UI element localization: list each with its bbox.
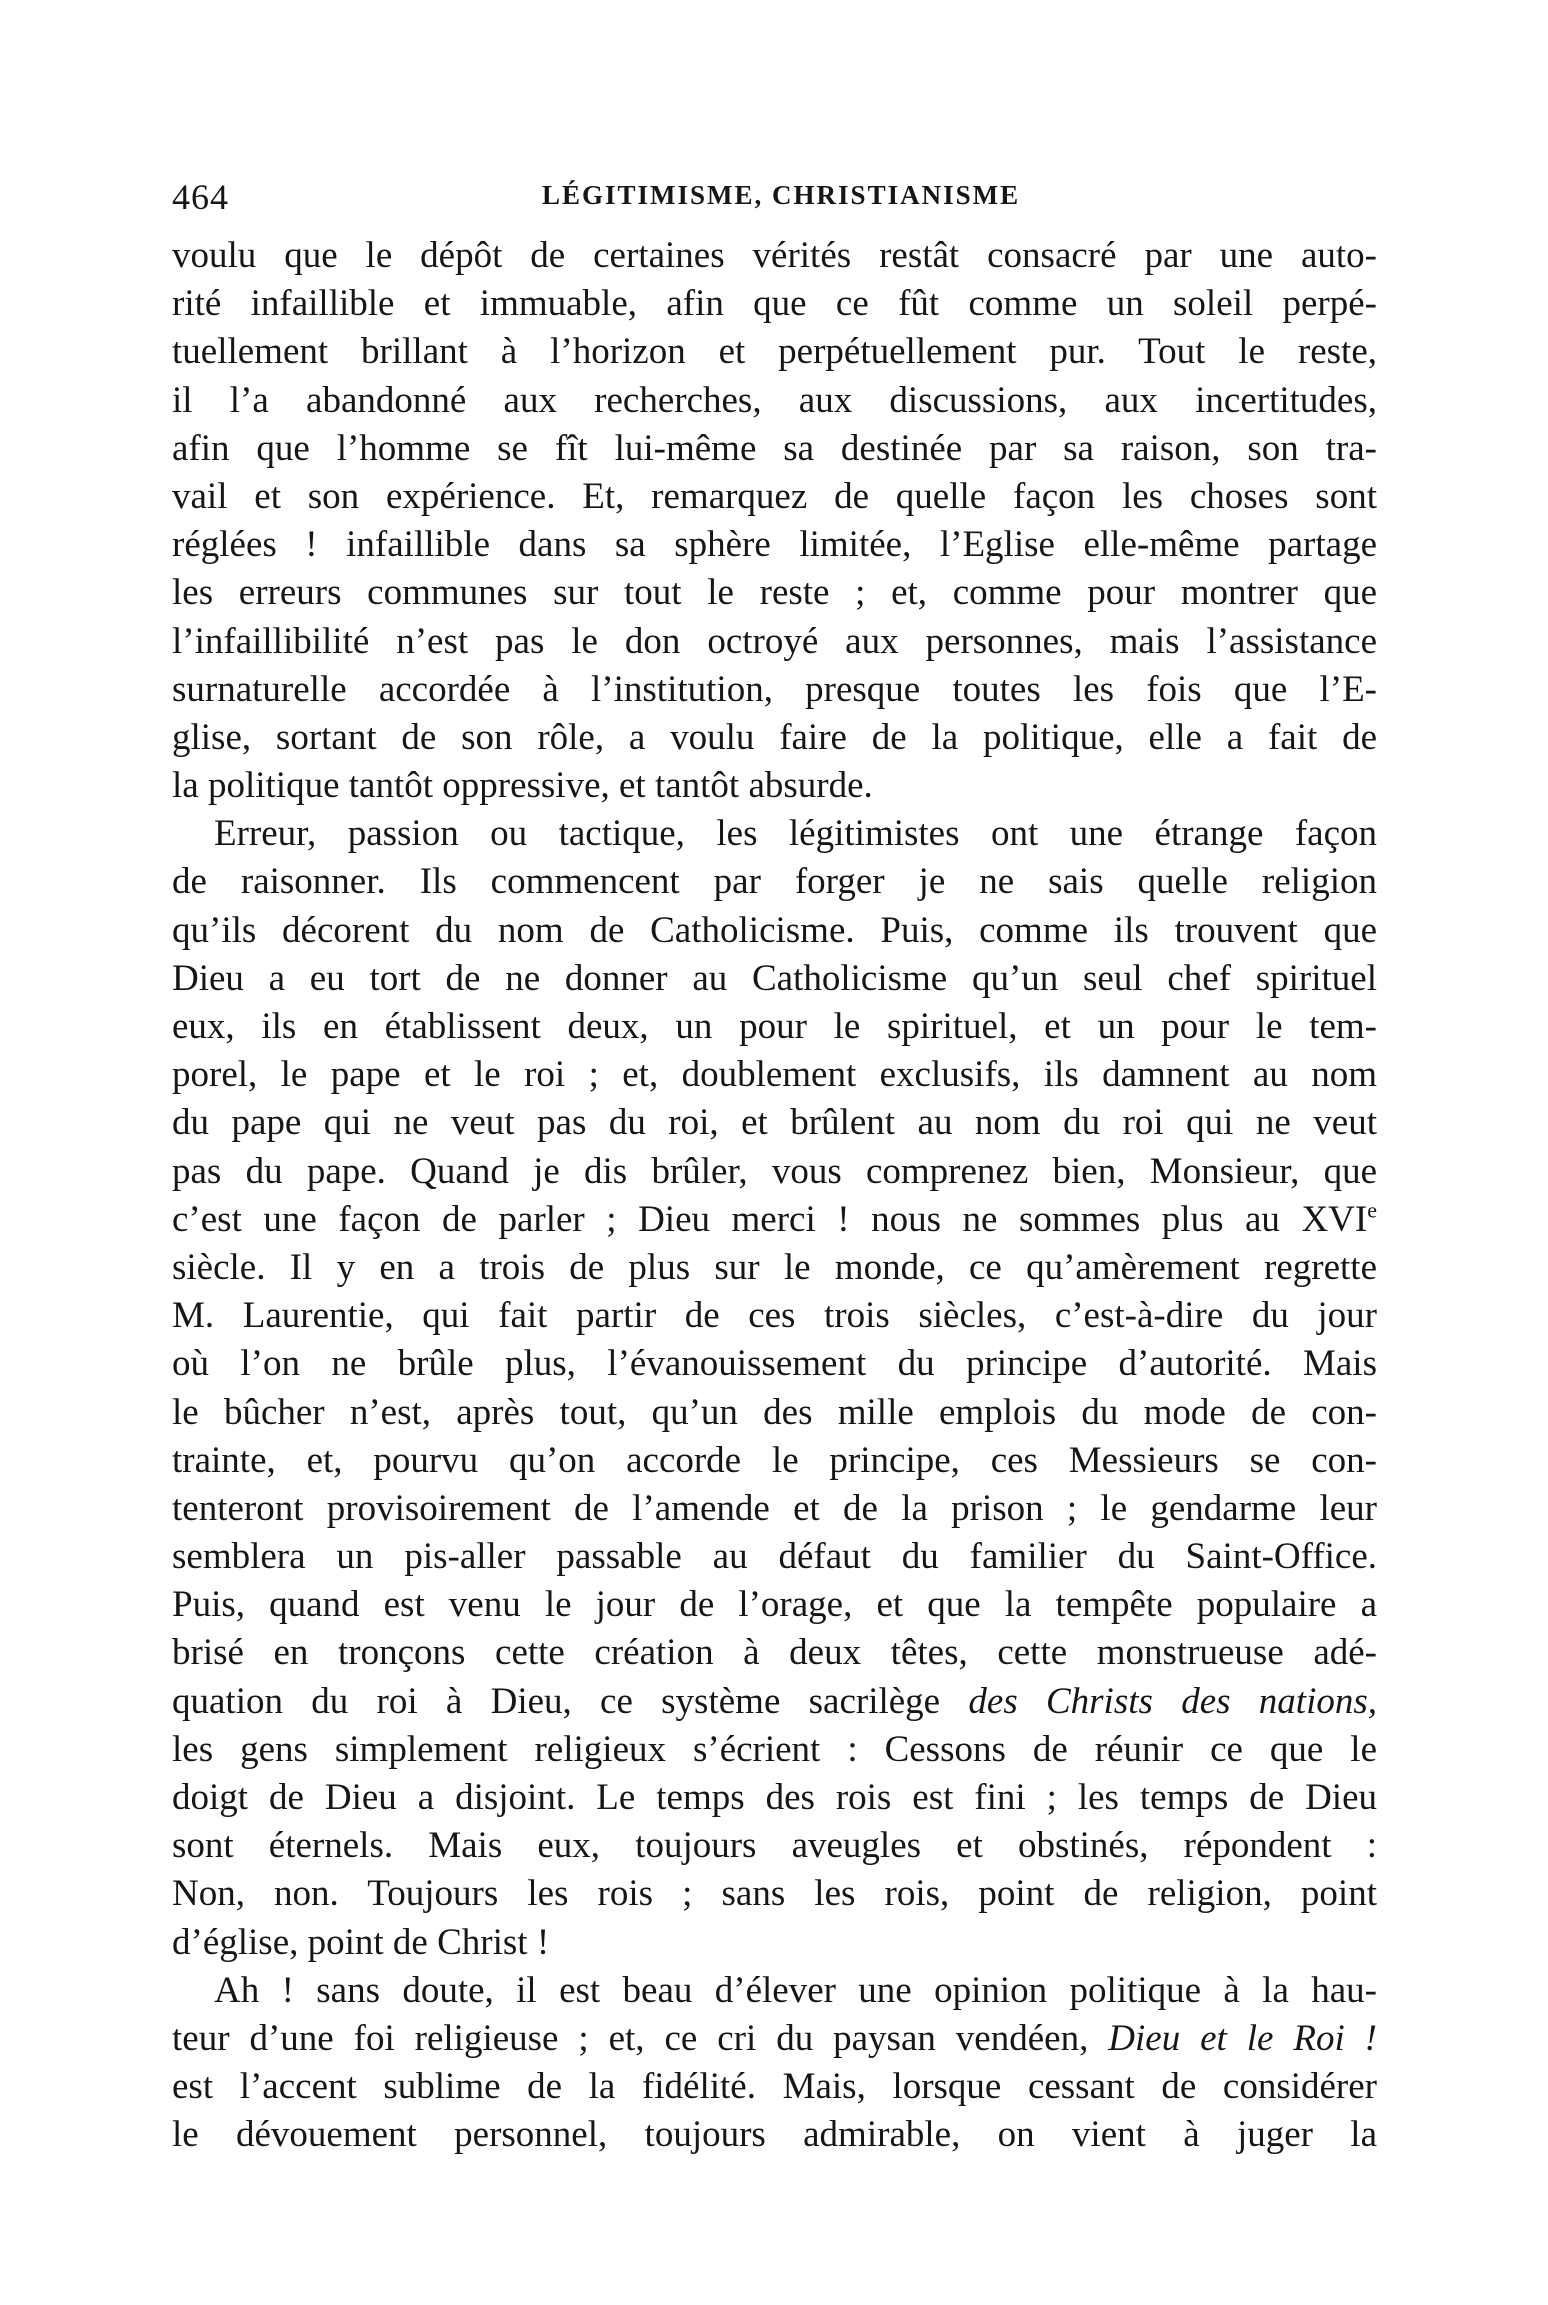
text-line: brisé en tronçons cette création à deux têtes, cette monstrueuse adé-	[172, 1632, 1377, 1674]
text-line: Dieu a eu tort de ne donner au Catholicisme qu’un seul chef spirituel	[172, 957, 1377, 999]
text-line-with-italic	[172, 1678, 1377, 1726]
text-line: le dévouement personnel, toujours admirable, on vient à juger la	[172, 2114, 1377, 2156]
text-line: Ah ! sans doute, il est beau d’élever une opinion politique à la hau-	[214, 1969, 1377, 2011]
text-line: les erreurs communes sur tout le reste ; et, comme pour montrer que	[172, 572, 1377, 614]
running-head	[172, 172, 1377, 232]
text-line: tuellement brillant à l’horizon et perpétuellement pur. Tout le reste,	[172, 331, 1377, 373]
text-line: le bûcher n’est, après tout, qu’un des mille emplois du mode de con-	[172, 1391, 1377, 1433]
text-line: tenteront provisoirement de l’amende et de la prison ; le gendarme leur	[172, 1487, 1377, 1529]
text-line-with-superscript	[172, 1196, 1377, 1244]
text-line: rité infaillible et immuable, afin que ce fût comme un soleil perpé-	[172, 283, 1377, 325]
text-line: M. Laurentie, qui fait partir de ces trois siècles, c’est-à-dire du jour	[172, 1295, 1377, 1337]
running-title: LÉGITIMISME, CHRISTIANISME	[542, 180, 1021, 210]
text-segment: c’est une façon de parler ; Dieu merci ! nous ne sommes plus au XVI	[172, 1198, 1368, 1240]
text-line: vail et son expérience. Et, remarquez de quelle façon les choses sont	[172, 475, 1377, 517]
text-line: est l’accent sublime de la fidélité. Mais, lorsque cessant de considérer	[172, 2066, 1377, 2108]
italic-phrase: Dieu et le Roi !	[1108, 2017, 1378, 2059]
text-line: qu’ils décorent du nom de Catholicisme. Puis, comme ils trouvent que	[172, 909, 1377, 951]
text-line: Non, non. Toujours les rois ; sans les rois, point de religion, point	[172, 1873, 1377, 1915]
text-segment: teur d’une foi religieuse ; et, ce cri du paysan vendéen,	[172, 2017, 1089, 2059]
text-line: Erreur, passion ou tactique, les légitimistes ont une étrange façon	[214, 813, 1377, 855]
text-line: Puis, quand est venu le jour de l’orage, et que la tempête populaire a	[172, 1584, 1377, 1626]
text-line: porel, le pape et le roi ; et, doublement exclusifs, ils damnent au nom	[172, 1054, 1377, 1096]
text-line: doigt de Dieu a disjoint. Le temps des rois est fini ; les temps de Dieu	[172, 1777, 1377, 1818]
text-line: où l’on ne brûle plus, l’évanouissement du principe d’autorité. Mais	[172, 1343, 1377, 1385]
text-line: afin que l’homme se fît lui-même sa destinée par sa raison, son tra-	[172, 427, 1377, 469]
superscript: e	[1367, 1197, 1377, 1223]
text-line: sont éternels. Mais eux, toujours aveugles et obstinés, répondent :	[172, 1825, 1377, 1867]
text-line: du pape qui ne veut pas du roi, et brûlent au nom du roi qui ne veut	[172, 1102, 1377, 1144]
body-text	[172, 232, 1377, 2160]
text-line: semblera un pis-aller passable au défaut du familier du Saint-Office.	[172, 1536, 1377, 1578]
text-line: il l’a abandonné aux recherches, aux discussions, aux incertitudes,	[172, 379, 1377, 421]
text-line: surnaturelle accordée à l’institution, presque toutes les fois que l’E-	[172, 668, 1377, 710]
text-line-with-italic	[172, 2015, 1377, 2063]
text-line: l’infaillibilité n’est pas le don octroyé aux personnes, mais l’assistance	[172, 620, 1377, 662]
text-line: d’église, point de Christ !	[172, 1921, 550, 1963]
text-line: réglées ! infaillible dans sa sphère limitée, l’Eglise elle-même partage	[172, 524, 1377, 566]
text-line: voulu que le dépôt de certaines vérités restât consacré par une auto-	[172, 235, 1377, 276]
text-line: les gens simplement religieux s’écrient : Cessons de réunir ce que le	[172, 1728, 1377, 1770]
italic-phrase: des Christs des nations,	[968, 1680, 1377, 1722]
text-line: la politique tantôt oppressive, et tantôt absurde.	[172, 765, 873, 807]
text-line: pas du pape. Quand je dis brûler, vous comprenez bien, Monsieur, que	[172, 1150, 1377, 1192]
page-number: 464	[172, 177, 229, 217]
text-line: siècle. Il y en a trois de plus sur le monde, ce qu’amèrement regrette	[172, 1246, 1377, 1288]
text-line: de raisonner. Ils commencent par forger je ne sais quelle religion	[172, 861, 1377, 903]
text-line: glise, sortant de son rôle, a voulu faire de la politique, elle a fait de	[172, 716, 1377, 758]
text-line: eux, ils en établissent deux, un pour le spirituel, et un pour le tem-	[172, 1006, 1377, 1047]
text-segment: quation du roi à Dieu, ce système sacrilège	[172, 1680, 941, 1722]
text-line: trainte, et, pourvu qu’on accorde le principe, ces Messieurs se con-	[172, 1439, 1377, 1481]
